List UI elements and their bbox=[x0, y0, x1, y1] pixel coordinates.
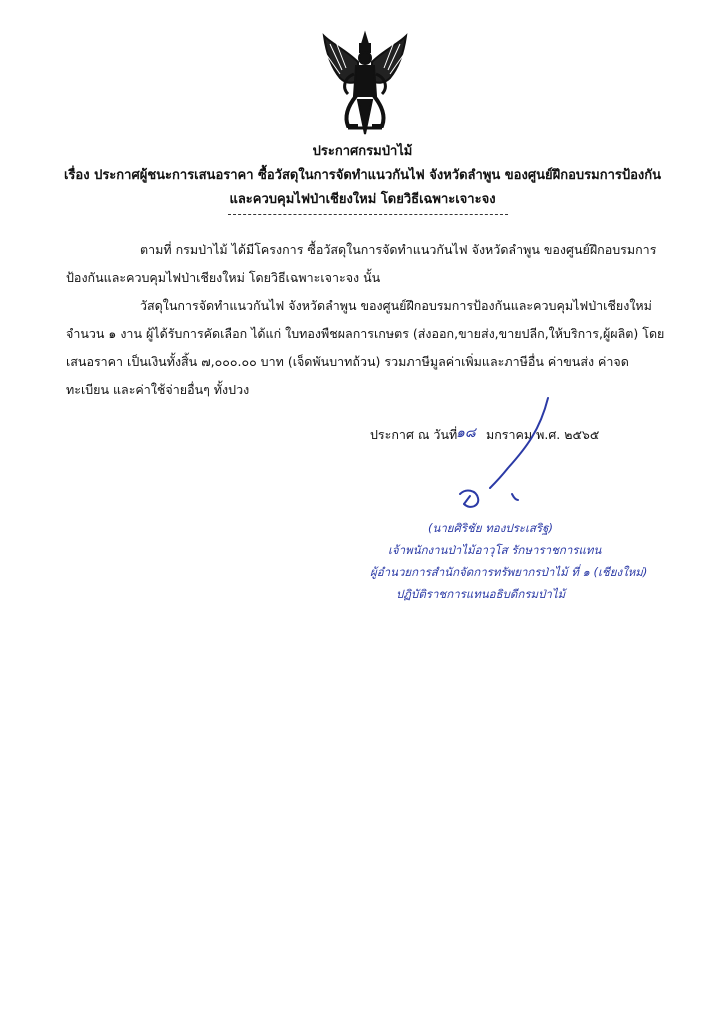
page-title: ประกาศกรมป่าไม้ bbox=[312, 144, 413, 159]
signatory-position-2: ผู้อำนวยการสำนักจัดการทรัพยากรป่าไม้ ที่ ๑ (เชียงใหม่) bbox=[370, 565, 648, 579]
subject-line-2: และควบคุมไฟป่าเชียงใหม่ โดยวิธีเฉพาะเจาะจง bbox=[229, 192, 496, 207]
paragraph-1-line-2: ป้องกันและควบคุมไฟป่าเชียงใหม่ โดยวิธีเฉพาะเจาะจง นั้น bbox=[66, 270, 381, 285]
paragraph-2-line-3: เสนอราคา เป็นเงินทั้งสิ้น ๗,๐๐๐.๐๐ บาท (เจ็ดพันบาทถ้วน) รวมภาษีมูลค่าเพิ่มและภาษีอื่น ค่าขนส่ง ค่าจด bbox=[66, 354, 629, 369]
signatory-position-1: เจ้าพนักงานป่าไม้อาวุโส รักษาราชการแทน bbox=[388, 543, 602, 557]
subject-line-1: เรื่อง ประกาศผู้ชนะการเสนอราคา ซื้อวัสดุในการจัดทำแนวกันไฟ จังหวัดลำพูน ของศูนย์ฝึกอบรมการป้องกัน bbox=[63, 168, 662, 183]
paragraph-2-line-2: จำนวน ๑ งาน ผู้ได้รับการคัดเลือก ได้แก่ ใบทองพืชผลการเกษตร (ส่งออก,ขายส่ง,ขายปลีก,ให้บริการ,ผู้ผลิต) โดย bbox=[66, 326, 665, 341]
announce-day: ๑๘ bbox=[456, 425, 476, 441]
announce-month-year: มกราคม พ.ศ. ๒๕๖๕ bbox=[486, 427, 600, 442]
paragraph-1-line-1: ตามที่ กรมป่าไม้ ได้มีโครงการ ซื้อวัสดุในการจัดทำแนวกันไฟ จังหวัดลำพูน ของศูนย์ฝึกอบรมการ bbox=[140, 242, 657, 257]
paragraph-2-line-4: ทะเบียน และค่าใช้จ่ายอื่นๆ ทั้งปวง bbox=[66, 382, 250, 397]
signatory-position-3: ปฏิบัติราชการแทนอธิบดีกรมป่าไม้ bbox=[396, 587, 566, 601]
paragraph-2-line-1: วัสดุในการจัดทำแนวกันไฟ จังหวัดลำพูน ของศูนย์ฝึกอบรมการป้องกันและควบคุมไฟป่าเชียงใหม่ bbox=[140, 298, 652, 313]
announce-prefix: ประกาศ ณ วันที่ bbox=[370, 427, 458, 442]
signatory-name: (นายศิริชัย ทองประเสริฐ) bbox=[428, 521, 553, 535]
